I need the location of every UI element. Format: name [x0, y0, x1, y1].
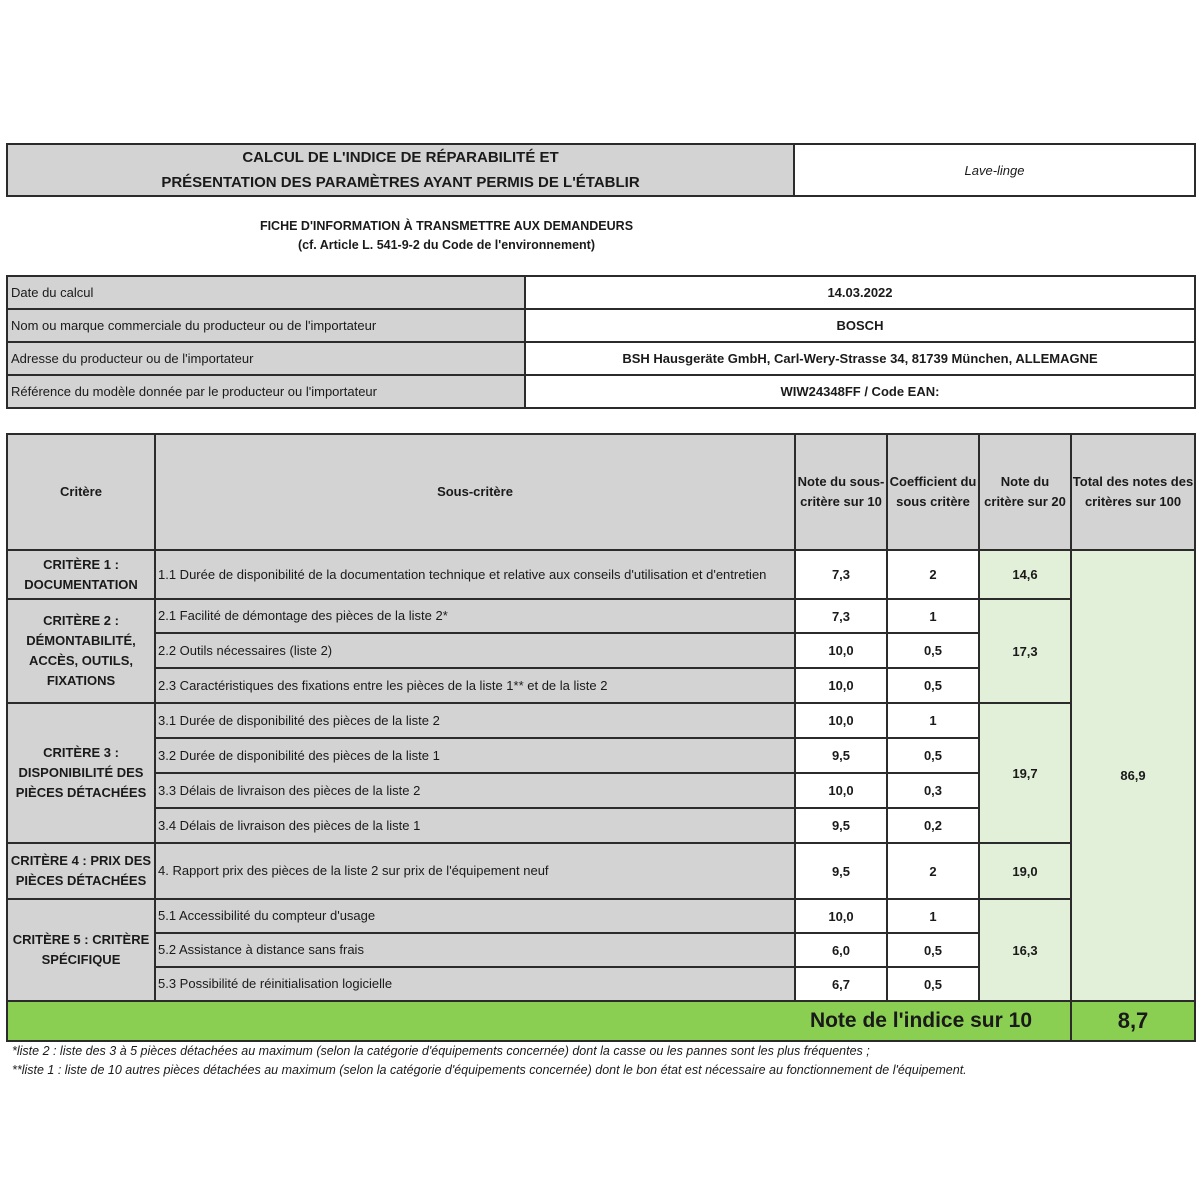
sub-criterion-coef: 0,5	[887, 633, 979, 668]
sub-criterion-label: 4. Rapport prix des pièces de la liste 2 sur prix de l'équipement neuf	[155, 843, 795, 899]
sub-criterion-note: 10,0	[795, 668, 887, 703]
header-note-sous-critere: Note du sous-critère sur 10	[795, 434, 887, 550]
sub-criterion-label: 3.4 Délais de livraison des pièces de la liste 1	[155, 808, 795, 843]
sub-criterion-coef: 2	[887, 550, 979, 599]
final-score-row	[7, 1001, 1195, 1041]
criterion-2-note: 17,3	[979, 599, 1071, 703]
sub-criterion-label: 3.2 Durée de disponibilité des pièces de la liste 1	[155, 738, 795, 773]
sub-criterion-note: 9,5	[795, 843, 887, 899]
header-critere: Critère	[7, 434, 155, 550]
sub-criterion-note: 7,3	[795, 550, 887, 599]
sub-criterion-label: 5.1 Accessibilité du compteur d'usage	[155, 899, 795, 933]
title-line-1: CALCUL DE L'INDICE DE RÉPARABILITÉ ET	[242, 149, 559, 166]
criterion-1-name: CRITÈRE 1 : DOCUMENTATION	[7, 550, 155, 599]
sub-criterion-label: 3.3 Délais de livraison des pièces de la liste 2	[155, 773, 795, 808]
footnote-liste-2: *liste 2 : liste des 3 à 5 pièces détachées au maximum (selon la catégorie d'équipements concernée) dont la casse ou les pannes sont les plus fréquentes ;	[12, 1044, 870, 1058]
info-label: Nom ou marque commerciale du producteur ou de l'importateur	[7, 309, 525, 342]
info-value: WIW24348FF / Code EAN:	[525, 375, 1195, 408]
sub-criterion-coef: 0,5	[887, 933, 979, 967]
sub-criterion-coef: 0,5	[887, 738, 979, 773]
table-row	[7, 703, 1195, 738]
criterion-5-note: 16,3	[979, 899, 1071, 1001]
info-value: BSH Hausgeräte GmbH, Carl-Wery-Strasse 34, 81739 München, ALLEMAGNE	[525, 342, 1195, 375]
final-score-label: Note de l'indice sur 10	[7, 1001, 1071, 1041]
table-row	[7, 843, 1195, 899]
sub-criterion-coef: 2	[887, 843, 979, 899]
sub-criterion-coef: 1	[887, 703, 979, 738]
header-coefficient: Coefficient du sous critère	[887, 434, 979, 550]
sub-criterion-label: 2.2 Outils nécessaires (liste 2)	[155, 633, 795, 668]
subtitle-line-2: (cf. Article L. 541-9-2 du Code de l'environnement)	[297, 238, 595, 252]
title-line-2: PRÉSENTATION DES PARAMÈTRES AYANT PERMIS DE L'ÉTABLIR	[161, 174, 640, 191]
header-sous-critere: Sous-critère	[155, 434, 795, 550]
info-label: Date du calcul	[7, 276, 525, 309]
sub-criterion-coef: 0,3	[887, 773, 979, 808]
footnotes	[12, 1042, 1192, 1080]
criterion-4-name: CRITÈRE 4 : PRIX DES PIÈCES DÉTACHÉES	[7, 843, 155, 899]
sub-criterion-coef: 1	[887, 599, 979, 633]
sub-criterion-note: 6,0	[795, 933, 887, 967]
sub-criterion-note: 10,0	[795, 633, 887, 668]
sub-criterion-note: 7,3	[795, 599, 887, 633]
subtitle-line-1: FICHE D'INFORMATION À TRANSMETTRE AUX DEMANDEURS	[259, 219, 634, 233]
sub-criterion-label: 2.3 Caractéristiques des fixations entre les pièces de la liste 1** et de la liste 2	[155, 668, 795, 703]
sub-criterion-label: 5.2 Assistance à distance sans frais	[155, 933, 795, 967]
score-table-header	[7, 434, 1195, 550]
sub-criterion-note: 10,0	[795, 899, 887, 933]
sub-criterion-coef: 0,2	[887, 808, 979, 843]
info-row-brand	[7, 309, 1195, 342]
info-row-address	[7, 342, 1195, 375]
sub-criterion-label: 5.3 Possibilité de réinitialisation logicielle	[155, 967, 795, 1001]
criterion-5-name: CRITÈRE 5 : CRITÈRE SPÉCIFIQUE	[7, 899, 155, 1001]
sub-criterion-note: 9,5	[795, 738, 887, 773]
table-row	[7, 899, 1195, 933]
sub-criterion-note: 10,0	[795, 703, 887, 738]
sub-criterion-coef: 0,5	[887, 668, 979, 703]
score-table	[6, 433, 1196, 1042]
criterion-2-name: CRITÈRE 2 : DÉMONTABILITÉ, ACCÈS, OUTILS, FIXATIONS	[7, 599, 155, 703]
info-value: 14.03.2022	[525, 276, 1195, 309]
sub-criterion-label: 2.1 Facilité de démontage des pièces de la liste 2*	[155, 599, 795, 633]
header-total: Total des notes des critères sur 100	[1071, 434, 1195, 550]
total-score: 86,9	[1071, 550, 1195, 1001]
info-table	[6, 275, 1196, 409]
sub-criterion-coef: 1	[887, 899, 979, 933]
header-note-critere: Note du critère sur 20	[979, 434, 1071, 550]
document-title	[7, 144, 794, 196]
subtitle	[0, 217, 893, 255]
info-row-date	[7, 276, 1195, 309]
criterion-3-note: 19,7	[979, 703, 1071, 843]
sub-criterion-note: 9,5	[795, 808, 887, 843]
header-table	[6, 143, 1196, 197]
criterion-4-note: 19,0	[979, 843, 1071, 899]
criterion-3-name: CRITÈRE 3 : DISPONIBILITÉ DES PIÈCES DÉTACHÉES	[7, 703, 155, 843]
info-row-reference	[7, 375, 1195, 408]
info-label: Référence du modèle donnée par le producteur ou l'importateur	[7, 375, 525, 408]
product-type: Lave-linge	[794, 144, 1195, 196]
final-score-value: 8,7	[1071, 1001, 1195, 1041]
info-label: Adresse du producteur ou de l'importateur	[7, 342, 525, 375]
table-row	[7, 550, 1195, 599]
sub-criterion-note: 6,7	[795, 967, 887, 1001]
sub-criterion-coef: 0,5	[887, 967, 979, 1001]
info-value: BOSCH	[525, 309, 1195, 342]
sub-criterion-label: 1.1 Durée de disponibilité de la documentation technique et relative aux conseils d'utilisation et d'entretien	[155, 550, 795, 599]
criterion-1-note: 14,6	[979, 550, 1071, 599]
sub-criterion-label: 3.1 Durée de disponibilité des pièces de la liste 2	[155, 703, 795, 738]
sub-criterion-note: 10,0	[795, 773, 887, 808]
table-row	[7, 599, 1195, 633]
footnote-liste-1: **liste 1 : liste de 10 autres pièces détachées au maximum (selon la catégorie d'équipements concernée) dont le bon état est nécessaire au fonctionnement de l'équipement.	[12, 1063, 967, 1077]
